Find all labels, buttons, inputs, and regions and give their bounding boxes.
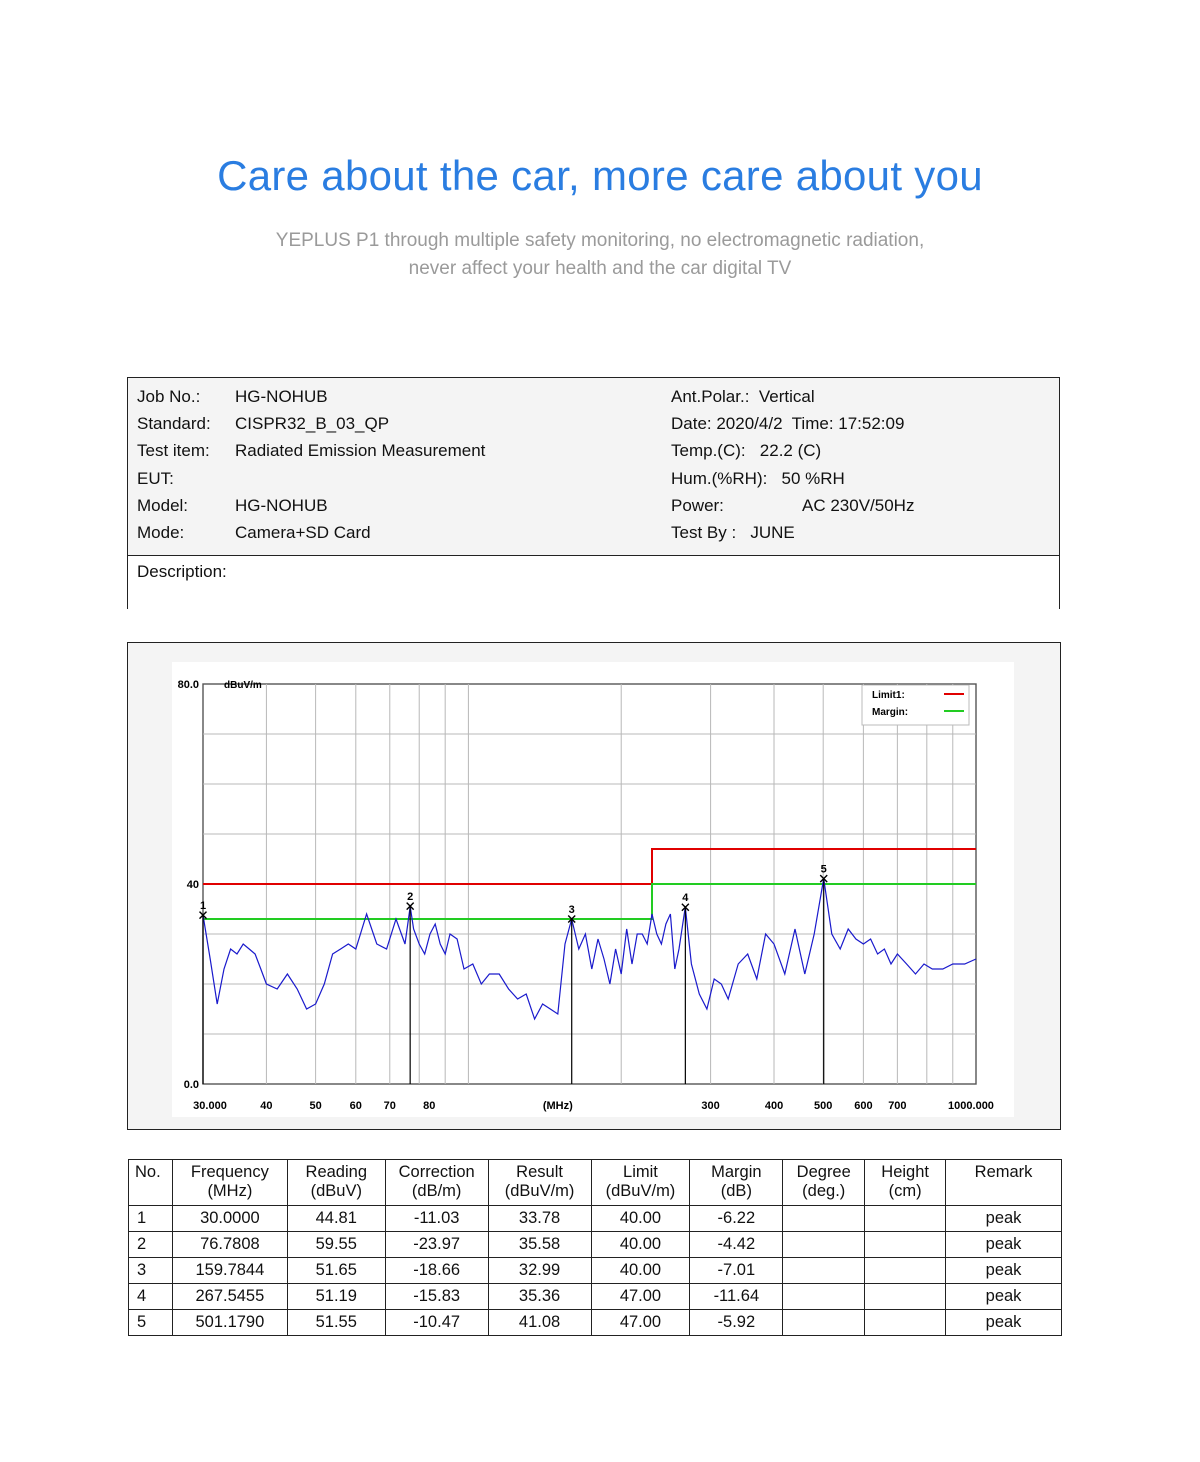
power-label: Power: xyxy=(671,496,724,515)
column-header-label: Result xyxy=(516,1163,563,1181)
table-cell: 76.7808 xyxy=(172,1232,287,1258)
legend-label: Margin: xyxy=(872,707,909,718)
x-tick-label: 60 xyxy=(349,1100,362,1112)
table-cell: -15.83 xyxy=(385,1284,488,1310)
table-cell: -23.97 xyxy=(385,1232,488,1258)
table-cell: 4 xyxy=(129,1284,173,1310)
x-tick-label: 80 xyxy=(423,1100,436,1112)
marker-label: 4 xyxy=(682,892,689,905)
table-cell: -6.22 xyxy=(690,1206,783,1232)
column-header-label: Correction xyxy=(398,1163,475,1181)
marker-label: 5 xyxy=(820,863,827,876)
model-value: HG-NOHUB xyxy=(235,496,328,515)
eut-label: EUT: xyxy=(137,469,174,488)
table-row xyxy=(129,1284,1062,1310)
table-cell: peak xyxy=(946,1258,1062,1284)
column-header xyxy=(783,1160,865,1206)
description-label: Description: xyxy=(137,562,227,581)
table-cell xyxy=(865,1310,946,1336)
table-cell: 35.36 xyxy=(488,1284,591,1310)
table-cell xyxy=(783,1206,865,1232)
description-area xyxy=(128,555,1059,610)
table-cell xyxy=(865,1232,946,1258)
column-header xyxy=(172,1160,287,1206)
column-header-unit: (dBuV/m) xyxy=(605,1182,676,1200)
table-cell: 40.00 xyxy=(591,1206,690,1232)
standard-label: Standard: xyxy=(137,414,211,433)
page-title: Care about the car, more care about you xyxy=(217,152,983,199)
table-cell: -11.03 xyxy=(385,1206,488,1232)
job-value: HG-NOHUB xyxy=(235,387,328,406)
table-cell xyxy=(865,1206,946,1232)
table-cell: -4.42 xyxy=(690,1232,783,1258)
table-cell: 5 xyxy=(129,1310,173,1336)
column-header-label: Frequency xyxy=(190,1163,269,1181)
column-header-label: Margin xyxy=(711,1163,762,1181)
table-cell: 501.1790 xyxy=(172,1310,287,1336)
column-header-label: Remark xyxy=(974,1163,1033,1181)
table-cell: peak xyxy=(946,1232,1062,1258)
x-tick-label: 50 xyxy=(309,1100,322,1112)
table-cell: peak xyxy=(946,1310,1062,1336)
table-cell: -11.64 xyxy=(690,1284,783,1310)
table-cell: 44.81 xyxy=(287,1206,385,1232)
column-header xyxy=(287,1160,385,1206)
table-cell: 33.78 xyxy=(488,1206,591,1232)
table-row xyxy=(129,1206,1062,1232)
table-cell xyxy=(783,1310,865,1336)
x-tick-label: (MHz) xyxy=(542,1100,573,1112)
x-tick-label: 300 xyxy=(701,1100,720,1112)
table-cell: 30.0000 xyxy=(172,1206,287,1232)
column-header xyxy=(865,1160,946,1206)
column-header xyxy=(385,1160,488,1206)
emission-chart xyxy=(128,643,1059,1128)
table-cell xyxy=(783,1284,865,1310)
column-header xyxy=(488,1160,591,1206)
y-tick-label: 80.0 xyxy=(177,679,199,691)
test-item-label: Test item: xyxy=(137,441,210,460)
table-cell xyxy=(865,1258,946,1284)
table-cell: 51.55 xyxy=(287,1310,385,1336)
table-cell xyxy=(783,1232,865,1258)
table-cell: 59.55 xyxy=(287,1232,385,1258)
emission-chart-panel xyxy=(127,642,1061,1130)
column-header-unit: (dBuV) xyxy=(310,1182,362,1200)
x-tick-label: 1000.000 xyxy=(948,1100,994,1112)
standard-value: CISPR32_B_03_QP xyxy=(235,414,390,433)
table-cell: 51.19 xyxy=(287,1284,385,1310)
subtitle-line-1: YEPLUS P1 through multiple safety monitoring, no electromagnetic radiation, xyxy=(275,230,925,251)
table-cell: 267.5455 xyxy=(172,1284,287,1310)
table-cell: 41.08 xyxy=(488,1310,591,1336)
column-header-unit: (dB/m) xyxy=(411,1182,462,1200)
x-tick-label: 40 xyxy=(260,1100,273,1112)
column-header-unit: (MHz) xyxy=(207,1182,253,1200)
power-value: AC 230V/50Hz xyxy=(802,496,915,515)
test-item-value: Radiated Emission Measurement xyxy=(235,441,486,460)
humidity: Hum.(%RH): 50 %RH xyxy=(671,469,845,488)
subtitle-line-2: never affect your health and the car digital TV xyxy=(408,258,792,279)
table-cell: 47.00 xyxy=(591,1284,690,1310)
table-cell: 40.00 xyxy=(591,1232,690,1258)
column-header xyxy=(690,1160,783,1206)
y-tick-label: 40 xyxy=(186,879,199,891)
table-cell: -18.66 xyxy=(385,1258,488,1284)
column-header-unit: (cm) xyxy=(888,1182,922,1200)
column-header-unit: (deg.) xyxy=(802,1182,846,1200)
y-axis-unit: dBuV/m xyxy=(224,680,262,691)
marker-label: 2 xyxy=(407,891,414,904)
job-label: Job No.: xyxy=(137,387,201,406)
temperature: Temp.(C): 22.2 (C) xyxy=(671,441,822,460)
table-row xyxy=(129,1310,1062,1336)
table-cell: -10.47 xyxy=(385,1310,488,1336)
table-cell xyxy=(783,1258,865,1284)
y-tick-label: 0.0 xyxy=(183,1079,199,1091)
table-cell: 2 xyxy=(129,1232,173,1258)
column-header xyxy=(129,1160,173,1206)
column-header-label: Reading xyxy=(305,1163,367,1181)
column-header xyxy=(946,1160,1062,1206)
table-cell: 40.00 xyxy=(591,1258,690,1284)
table-cell: peak xyxy=(946,1206,1062,1232)
table-cell: 32.99 xyxy=(488,1258,591,1284)
x-tick-label: 30.000 xyxy=(193,1100,227,1112)
mode-label: Mode: xyxy=(137,523,185,542)
x-tick-label: 70 xyxy=(383,1100,396,1112)
marker-label: 3 xyxy=(568,904,575,917)
table-cell: 3 xyxy=(129,1258,173,1284)
x-tick-label: 500 xyxy=(814,1100,833,1112)
ant-polar: Ant.Polar.: Vertical xyxy=(671,387,815,406)
table-row xyxy=(129,1232,1062,1258)
mode-value: Camera+SD Card xyxy=(235,523,371,542)
column-header-label: No. xyxy=(135,1163,161,1181)
table-cell: 51.65 xyxy=(287,1258,385,1284)
column-header-label: Degree xyxy=(796,1163,851,1181)
legend-label: Limit1: xyxy=(872,690,905,701)
table-row xyxy=(129,1258,1062,1284)
x-tick-label: 400 xyxy=(764,1100,784,1112)
table-cell: 47.00 xyxy=(591,1310,690,1336)
table-cell: -7.01 xyxy=(690,1258,783,1284)
column-header-unit: (dB) xyxy=(720,1182,752,1200)
results-table xyxy=(128,1159,1062,1336)
marker-label: 1 xyxy=(199,900,207,913)
x-tick-label: 600 xyxy=(854,1100,873,1112)
column-header-label: Limit xyxy=(623,1163,658,1181)
table-cell: peak xyxy=(946,1284,1062,1310)
x-tick-label: 700 xyxy=(888,1100,907,1112)
table-cell: -5.92 xyxy=(690,1310,783,1336)
table-cell xyxy=(865,1284,946,1310)
table-header-row xyxy=(129,1160,1062,1206)
table-cell: 35.58 xyxy=(488,1232,591,1258)
date-time: Date: 2020/4/2 Time: 17:52:09 xyxy=(671,414,905,433)
column-header xyxy=(591,1160,690,1206)
model-label: Model: xyxy=(137,496,189,515)
column-header-label: Height xyxy=(881,1163,929,1181)
test-info-panel xyxy=(127,377,1060,609)
table-cell: 159.7844 xyxy=(172,1258,287,1284)
table-cell: 1 xyxy=(129,1206,173,1232)
test-by: Test By : JUNE xyxy=(671,523,795,542)
column-header-unit: (dBuV/m) xyxy=(504,1182,575,1200)
